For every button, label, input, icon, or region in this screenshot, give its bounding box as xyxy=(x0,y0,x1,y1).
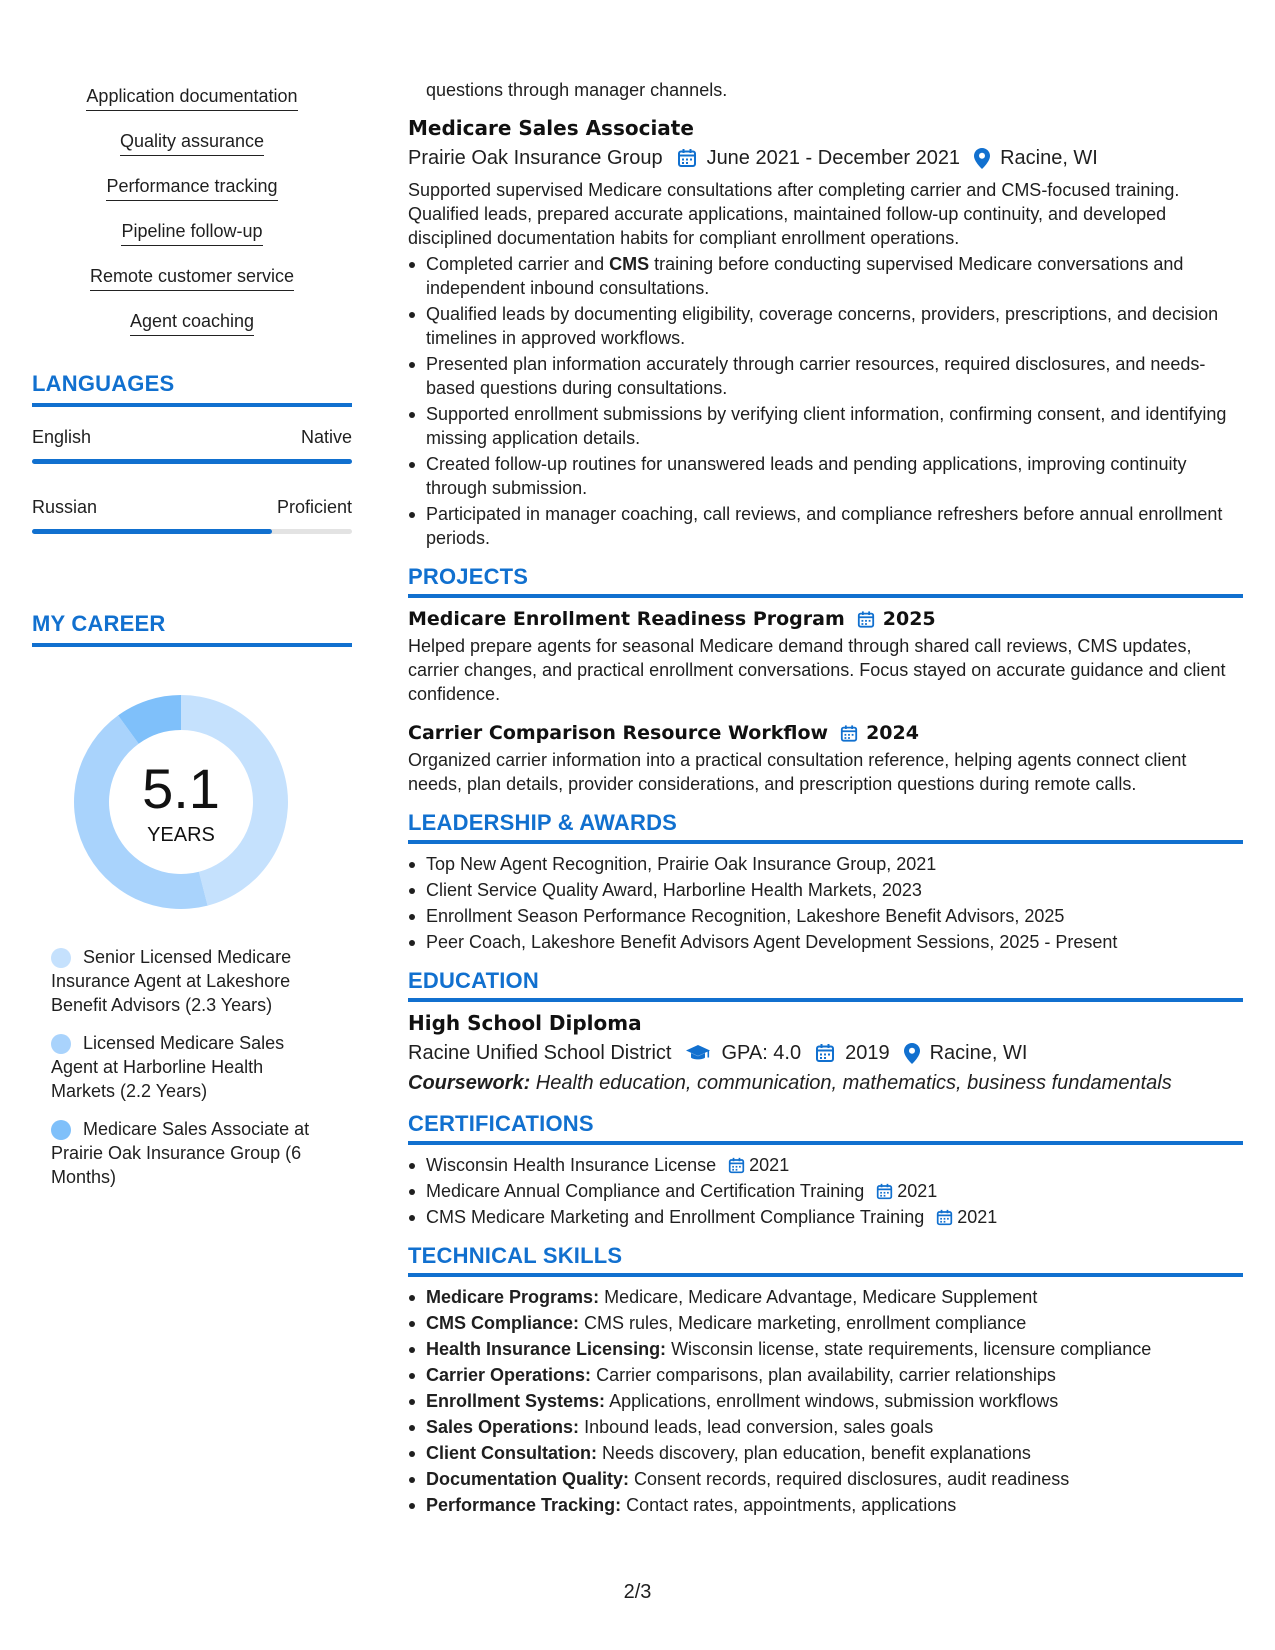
project-entry xyxy=(408,720,1243,796)
certification-year: 2021 xyxy=(749,1155,790,1175)
coursework-text: Health education, communication, mathematics, business fundamentals xyxy=(530,1072,1172,1094)
technical-skill-item xyxy=(408,1415,1243,1439)
technical-skills-list xyxy=(408,1285,1243,1517)
skill-tag xyxy=(32,219,352,264)
skill-label: Performance Tracking: xyxy=(426,1495,622,1515)
languages-heading: LANGUAGES xyxy=(32,371,352,407)
skill-label: Sales Operations: xyxy=(426,1417,580,1437)
school-name: Racine Unified School District xyxy=(408,1042,672,1064)
career-total-unit: YEARS xyxy=(147,824,215,846)
job-meta xyxy=(408,144,1243,172)
project-year: 2024 xyxy=(866,722,919,744)
education-entry xyxy=(408,1010,1243,1097)
awards-heading: LEADERSHIP & AWARDS xyxy=(408,810,1243,844)
education-year: 2019 xyxy=(845,1042,890,1064)
coursework-label: Coursework: xyxy=(408,1072,531,1094)
award-item: Enrollment Season Performance Recognition, Lakeshore Benefit Advisors, 2025 xyxy=(408,904,1243,928)
technical-skills-heading: TECHNICAL SKILLS xyxy=(408,1243,1243,1277)
skill-tag xyxy=(32,174,352,219)
job-summary: Supported supervised Medicare consultations after completing carrier and CMS-focused training. Qualified leads, prepared accurate applications, maintained follow-up continuity, and developed disciplined documentation habits for compliant enrollment operations. xyxy=(408,180,1180,248)
certification-name: Wisconsin Health Insurance License xyxy=(426,1155,717,1175)
technical-skill-item xyxy=(408,1363,1243,1387)
technical-skill-item xyxy=(408,1389,1243,1413)
award-item: Client Service Quality Award, Harborline Health Markets, 2023 xyxy=(408,878,1243,902)
legend-dot-icon xyxy=(51,1034,71,1054)
technical-skill-item xyxy=(408,1441,1243,1465)
skill-tag-label: Remote customer service xyxy=(90,264,294,291)
certification-item xyxy=(408,1179,1243,1203)
skill-value: Needs discovery, plan education, benefit explanations xyxy=(596,1443,1031,1463)
technical-skill-item xyxy=(408,1311,1243,1335)
technical-skill-item xyxy=(408,1337,1243,1361)
career-legend-item xyxy=(51,945,322,1017)
calendar-icon xyxy=(815,1043,835,1063)
skill-tag-label: Performance tracking xyxy=(106,174,277,201)
skill-value: Medicare, Medicare Advantage, Medicare Supplement xyxy=(599,1287,1038,1307)
certifications-heading: CERTIFICATIONS xyxy=(408,1111,1243,1145)
skill-value: Wisconsin license, state requirements, licensure compliance xyxy=(666,1339,1152,1359)
certification-item xyxy=(408,1153,1243,1177)
bullet-text: training before conducting supervised Medicare conversations and independent inbound consultations. xyxy=(426,254,1184,298)
career-heading: MY CAREER xyxy=(32,611,352,647)
graduation-cap-icon xyxy=(685,1044,711,1062)
career-legend-label: Medicare Sales Associate at Prairie Oak Insurance Group (6 Months) xyxy=(51,1119,310,1187)
job-title: Medicare Sales Associate xyxy=(408,116,694,140)
project-entry xyxy=(408,606,1243,706)
language-bar-fill xyxy=(32,529,272,534)
skill-label: CMS Compliance: xyxy=(426,1313,580,1333)
skill-tags xyxy=(32,84,352,354)
job-bullets xyxy=(408,252,1243,550)
certification-name: CMS Medicare Marketing and Enrollment Compliance Training xyxy=(426,1207,925,1227)
job-bullet: Presented plan information accurately through carrier resources, required disclosures, and needs-based questions during consultations. xyxy=(408,352,1243,400)
career-donut xyxy=(66,687,296,917)
job-bullet xyxy=(408,252,1243,300)
language-row xyxy=(32,495,352,565)
skill-value: Applications, enrollment windows, submission workflows xyxy=(605,1391,1059,1411)
calendar-icon xyxy=(936,1209,953,1226)
projects-heading: PROJECTS xyxy=(408,564,1243,598)
skill-tag xyxy=(32,309,352,354)
bullet-text: Completed carrier and xyxy=(426,254,610,274)
skill-label: Enrollment Systems: xyxy=(426,1391,606,1411)
skill-value: CMS rules, Medicare marketing, enrollment compliance xyxy=(579,1313,1027,1333)
awards-list xyxy=(408,852,1243,954)
skill-tag-label: Pipeline follow-up xyxy=(121,219,262,246)
language-name: Russian xyxy=(32,497,98,517)
job-location: Racine, WI xyxy=(1000,147,1098,169)
skill-label: Client Consultation: xyxy=(426,1443,597,1463)
coursework-line xyxy=(408,1069,1243,1097)
skill-tag-label: Quality assurance xyxy=(120,129,264,156)
degree-title: High School Diploma xyxy=(408,1011,642,1035)
job-bullet: Supported enrollment submissions by verifying client information, confirming consent, and identifying missing application details. xyxy=(408,402,1243,450)
project-title-line xyxy=(408,606,1243,632)
language-row xyxy=(32,425,352,495)
certification-item xyxy=(408,1205,1243,1229)
job-bullet: Qualified leads by documenting eligibility, coverage concerns, providers, prescriptions, and decision timelines in approved workflows. xyxy=(408,302,1243,350)
language-bar xyxy=(32,459,352,464)
certifications-list xyxy=(408,1153,1243,1229)
language-bar-fill xyxy=(32,459,352,464)
skill-label: Medicare Programs: xyxy=(426,1287,600,1307)
technical-skill-item xyxy=(408,1285,1243,1309)
skill-tag xyxy=(32,129,352,174)
certification-name: Medicare Annual Compliance and Certification Training xyxy=(426,1181,865,1201)
award-item: Top New Agent Recognition, Prairie Oak Insurance Group, 2021 xyxy=(408,852,1243,876)
award-item: Peer Coach, Lakeshore Benefit Advisors Agent Development Sessions, 2025 - Present xyxy=(408,930,1243,954)
language-bar xyxy=(32,529,352,534)
bullet-bold-text: CMS xyxy=(609,254,650,274)
language-level: Native xyxy=(300,427,352,447)
certification-year: 2021 xyxy=(897,1181,938,1201)
skill-tag-label: Application documentation xyxy=(86,84,297,111)
skill-tag xyxy=(32,264,352,309)
location-pin-icon xyxy=(904,1043,920,1064)
career-legend-label: Senior Licensed Medicare Insurance Agent at Lakeshore Benefit Advisors (2.3 Years) xyxy=(51,947,292,1015)
education-location: Racine, WI xyxy=(929,1042,1028,1064)
skill-tag-label: Agent coaching xyxy=(130,309,254,336)
languages-list xyxy=(32,425,352,565)
education-heading: EDUCATION xyxy=(408,968,1243,1002)
continued-bullet-text: questions through manager channels. xyxy=(426,80,728,100)
skill-value: Carrier comparisons, plan availability, carrier relationships xyxy=(591,1365,1056,1385)
skill-label: Carrier Operations: xyxy=(426,1365,592,1385)
certification-year: 2021 xyxy=(957,1207,998,1227)
language-name: English xyxy=(32,427,92,447)
skill-label: Health Insurance Licensing: xyxy=(426,1339,667,1359)
skill-label: Documentation Quality: xyxy=(426,1469,630,1489)
calendar-icon xyxy=(876,1183,893,1200)
career-legend-item xyxy=(51,1117,322,1189)
job-dates: June 2021 - December 2021 xyxy=(706,147,961,169)
sidebar xyxy=(32,84,352,1203)
job-bullet: Participated in manager coaching, call reviews, and compliance refreshers before annual enrollment periods. xyxy=(408,502,1243,550)
project-title: Carrier Comparison Resource Workflow xyxy=(408,722,829,744)
experience-entry xyxy=(408,115,1243,550)
calendar-icon xyxy=(840,724,858,743)
education-meta xyxy=(408,1039,1243,1067)
page-number: 2/3 xyxy=(623,1581,652,1603)
career-legend-item xyxy=(51,1031,322,1103)
job-company: Prairie Oak Insurance Group xyxy=(408,147,663,169)
calendar-icon xyxy=(728,1157,745,1174)
education-gpa: GPA: 4.0 xyxy=(721,1042,802,1064)
career-legend xyxy=(32,945,322,1189)
skill-value: Inbound leads, lead conversion, sales goals xyxy=(579,1417,934,1437)
skill-value: Consent records, required disclosures, audit readiness xyxy=(629,1469,1070,1489)
skill-value: Contact rates, appointments, applications xyxy=(621,1495,957,1515)
technical-skill-item xyxy=(408,1493,1243,1517)
skill-tag xyxy=(32,84,352,129)
project-description: Helped prepare agents for seasonal Medicare demand through shared call reviews, CMS updates, carrier changes, and practical enrollment conversations. Focus stayed on accurate guidance and client confidence. xyxy=(408,636,1226,704)
project-description: Organized carrier information into a practical consultation reference, helping agents connect client needs, plan details, provider considerations, and prescription questions during remote calls. xyxy=(408,750,1187,794)
career-total-years: 5.1 xyxy=(142,757,220,820)
location-pin-icon xyxy=(974,148,990,169)
calendar-icon xyxy=(857,610,875,629)
main-content xyxy=(408,78,1243,1519)
legend-dot-icon xyxy=(51,1120,71,1140)
career-legend-label: Licensed Medicare Sales Agent at Harborline Health Markets (2.2 Years) xyxy=(51,1033,285,1101)
language-level: Proficient xyxy=(276,497,352,517)
project-title: Medicare Enrollment Readiness Program xyxy=(408,608,845,630)
technical-skill-item xyxy=(408,1467,1243,1491)
calendar-icon xyxy=(677,148,697,168)
job-bullet: Created follow-up routines for unanswered leads and pending applications, improving continuity through submission. xyxy=(408,452,1243,500)
legend-dot-icon xyxy=(51,948,71,968)
project-title-line xyxy=(408,720,1243,746)
project-year: 2025 xyxy=(882,608,936,630)
